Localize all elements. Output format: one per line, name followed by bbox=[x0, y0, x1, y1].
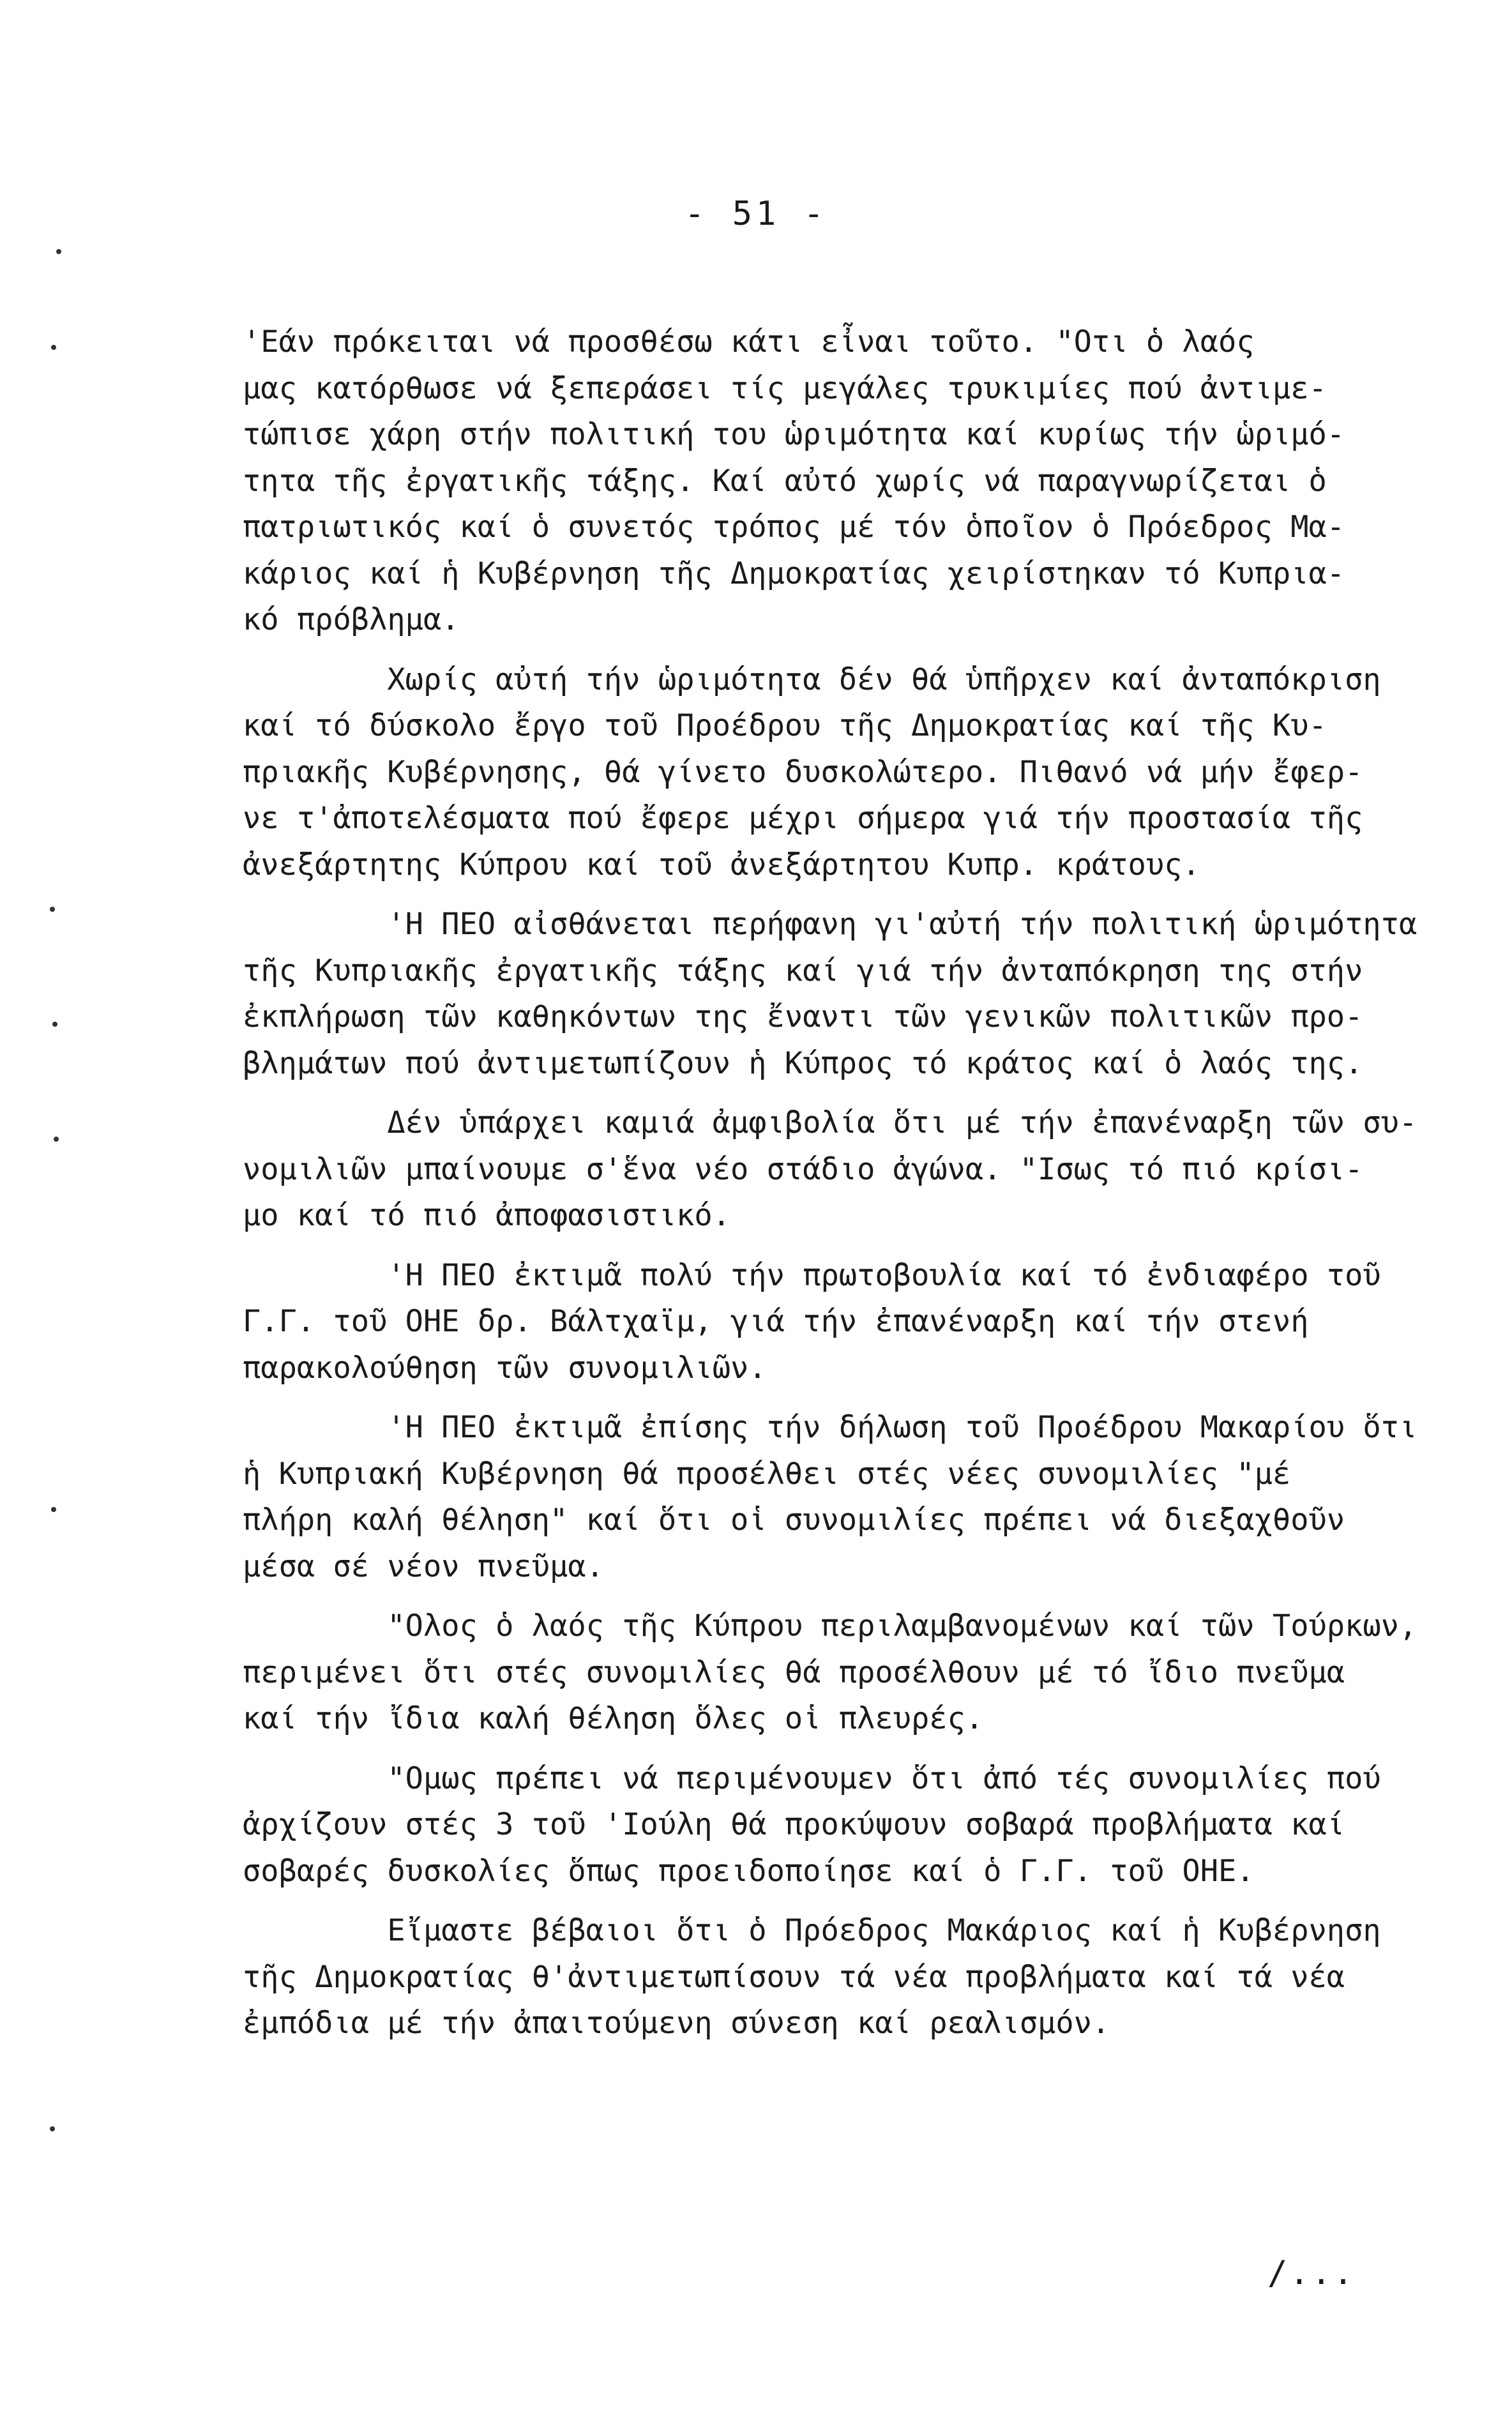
text-line: καί τό δύσκολο ἔργο τοῦ Προέδρου τῆς Δημοκρατίας καί τῆς Κυ- bbox=[243, 708, 1327, 743]
paragraph bbox=[243, 657, 1443, 889]
paragraph bbox=[243, 1756, 1443, 1895]
body-text bbox=[243, 319, 1443, 2061]
text-line: μο καί τό πιό ἀποφασιστικό. bbox=[243, 1198, 731, 1233]
margin-speck bbox=[50, 907, 55, 912]
text-line: ἐκπλήρωση τῶν καθηκόντων της ἔναντι τῶν γενικῶν πολιτικῶν προ- bbox=[243, 999, 1363, 1034]
text-line: τῆς Δημοκρατίας θ'ἀντιμετωπίσουν τά νέα προβλήματα καί τά νέα bbox=[243, 1959, 1345, 1995]
margin-speck bbox=[50, 2126, 55, 2131]
text-line: 'Εάν πρόκειται νά προσθέσω κάτι εἶναι τοῦτο. "Οτι ὁ λαός bbox=[243, 324, 1255, 359]
text-line: 'Η ΠΕΟ αἰσθάνεται περήφανη γι'αὐτή τήν πολιτική ὡριμότητα bbox=[243, 907, 1418, 942]
text-line: κάριος καί ἡ Κυβέρνηση τῆς Δημοκρατίας χειρίστηκαν τό Κυπρια- bbox=[243, 556, 1345, 591]
text-line: νε τ'ἀποτελέσματα πού ἔφερε μέχρι σήμερα γιά τήν προστασία τῆς bbox=[243, 801, 1363, 836]
text-line: ἀρχίζουν στές 3 τοῦ 'Ιούλη θά προκύψουν σοβαρά προβλήματα καί bbox=[243, 1807, 1345, 1842]
text-line: Δέν ὑπάρχει καμιά ἀμφιβολία ὅτι μέ τήν ἐπανέναρξη τῶν συ- bbox=[243, 1105, 1418, 1140]
text-line: τῆς Κυπριακῆς ἐργατικῆς τάξης καί γιά τήν ἀνταπόκρηση της στήν bbox=[243, 953, 1363, 988]
paragraph bbox=[243, 902, 1443, 1087]
margin-speck bbox=[52, 1022, 57, 1027]
margin-speck bbox=[54, 1137, 59, 1142]
text-line: καί τήν ἴδια καλή θέληση ὅλες οἱ πλευρές. bbox=[243, 1701, 984, 1736]
text-line: σοβαρές δυσκολίες ὅπως προειδοποίησε καί ὁ Γ.Γ. τοῦ ΟΗΕ. bbox=[243, 1853, 1255, 1889]
margin-speck bbox=[56, 249, 61, 254]
text-line: 'Η ΠΕΟ ἐκτιμᾶ πολύ τήν πρωτοβουλία καί τό ἐνδιαφέρο τοῦ bbox=[243, 1257, 1381, 1293]
paragraph bbox=[243, 319, 1443, 644]
text-line: παρακολούθηση τῶν συνομιλιῶν. bbox=[243, 1350, 767, 1386]
paragraph bbox=[243, 1405, 1443, 1590]
paragraph bbox=[243, 1908, 1443, 2047]
text-line: τώπισε χάρη στήν πολιτική του ὡριμότητα καί κυρίως τήν ὡριμό- bbox=[243, 417, 1345, 452]
text-line: 'Η ΠΕΟ ἐκτιμᾶ ἐπίσης τήν δήλωση τοῦ Προέδρου Μακαρίου ὅτι bbox=[243, 1410, 1418, 1445]
continuation-mark: /... bbox=[1267, 2254, 1356, 2292]
text-line: βλημάτων πού ἀντιμετωπίζουν ἡ Κύπρος τό κράτος καί ὁ λαός της. bbox=[243, 1045, 1363, 1081]
text-line: ἡ Κυπριακή Κυβέρνηση θά προσέλθει στές νέες συνομιλίες "μέ bbox=[243, 1456, 1291, 1492]
paragraph bbox=[243, 1603, 1443, 1743]
paragraph bbox=[243, 1100, 1443, 1239]
text-line: ἐμπόδια μέ τήν ἀπαιτούμενη σύνεση καί ρεαλισμόν. bbox=[243, 2006, 1110, 2041]
text-line: "Ολος ὁ λαός τῆς Κύπρου περιλαμβανομένων καί τῶν Τούρκων, bbox=[243, 1608, 1418, 1644]
text-line: Εἴμαστε βέβαιοι ὅτι ὁ Πρόεδρος Μακάριος καί ἡ Κυβέρνηση bbox=[243, 1913, 1381, 1948]
page-number: - 51 - bbox=[684, 195, 828, 233]
text-line: μας κατόρθωσε νά ξεπεράσει τίς μεγάλες τρυκιμίες πού ἀντιμε- bbox=[243, 370, 1327, 406]
text-line: μέσα σέ νέον πνεῦμα. bbox=[243, 1548, 604, 1584]
text-line: πατριωτικός καί ὁ συνετός τρόπος μέ τόν ὁποῖον ὁ Πρόεδρος Μα- bbox=[243, 510, 1345, 545]
text-line: Γ.Γ. τοῦ ΟΗΕ δρ. Βάλτχαϊμ, γιά τήν ἐπανέναρξη καί τήν στενή bbox=[243, 1304, 1309, 1339]
text-line: πλήρη καλή θέληση" καί ὅτι οἱ συνομιλίες πρέπει νά διεξαχθοῦν bbox=[243, 1502, 1345, 1538]
text-line: κό πρόβλημα. bbox=[243, 602, 460, 637]
text-line: Χωρίς αὐτή τήν ὡριμότητα δέν θά ὑπῆρχεν καί ἀνταπόκριση bbox=[243, 662, 1381, 697]
text-line: τητα τῆς ἐργατικῆς τάξης. Καί αὐτό χωρίς νά παραγνωρίζεται ὁ bbox=[243, 463, 1327, 499]
text-line: περιμένει ὅτι στές συνομιλίες θά προσέλθουν μέ τό ἴδιο πνεῦμα bbox=[243, 1654, 1345, 1690]
margin-speck bbox=[51, 1507, 56, 1512]
margin-speck bbox=[51, 345, 56, 350]
text-line: ἀνεξάρτητης Κύπρου καί τοῦ ἀνεξάρτητου Κυπρ. κράτους. bbox=[243, 847, 1200, 882]
text-line: νομιλιῶν μπαίνουμε σ'ἕνα νέο στάδιο ἀγώνα. "Ισως τό πιό κρίσι- bbox=[243, 1151, 1363, 1187]
text-line: πριακῆς Κυβέρνησης, θά γίνετο δυσκολώτερο. Πιθανό νά μήν ἔφερ- bbox=[243, 754, 1363, 790]
text-line: "Ομως πρέπει νά περιμένουμεν ὅτι ἀπό τές συνομιλίες πού bbox=[243, 1760, 1381, 1796]
paragraph bbox=[243, 1253, 1443, 1392]
